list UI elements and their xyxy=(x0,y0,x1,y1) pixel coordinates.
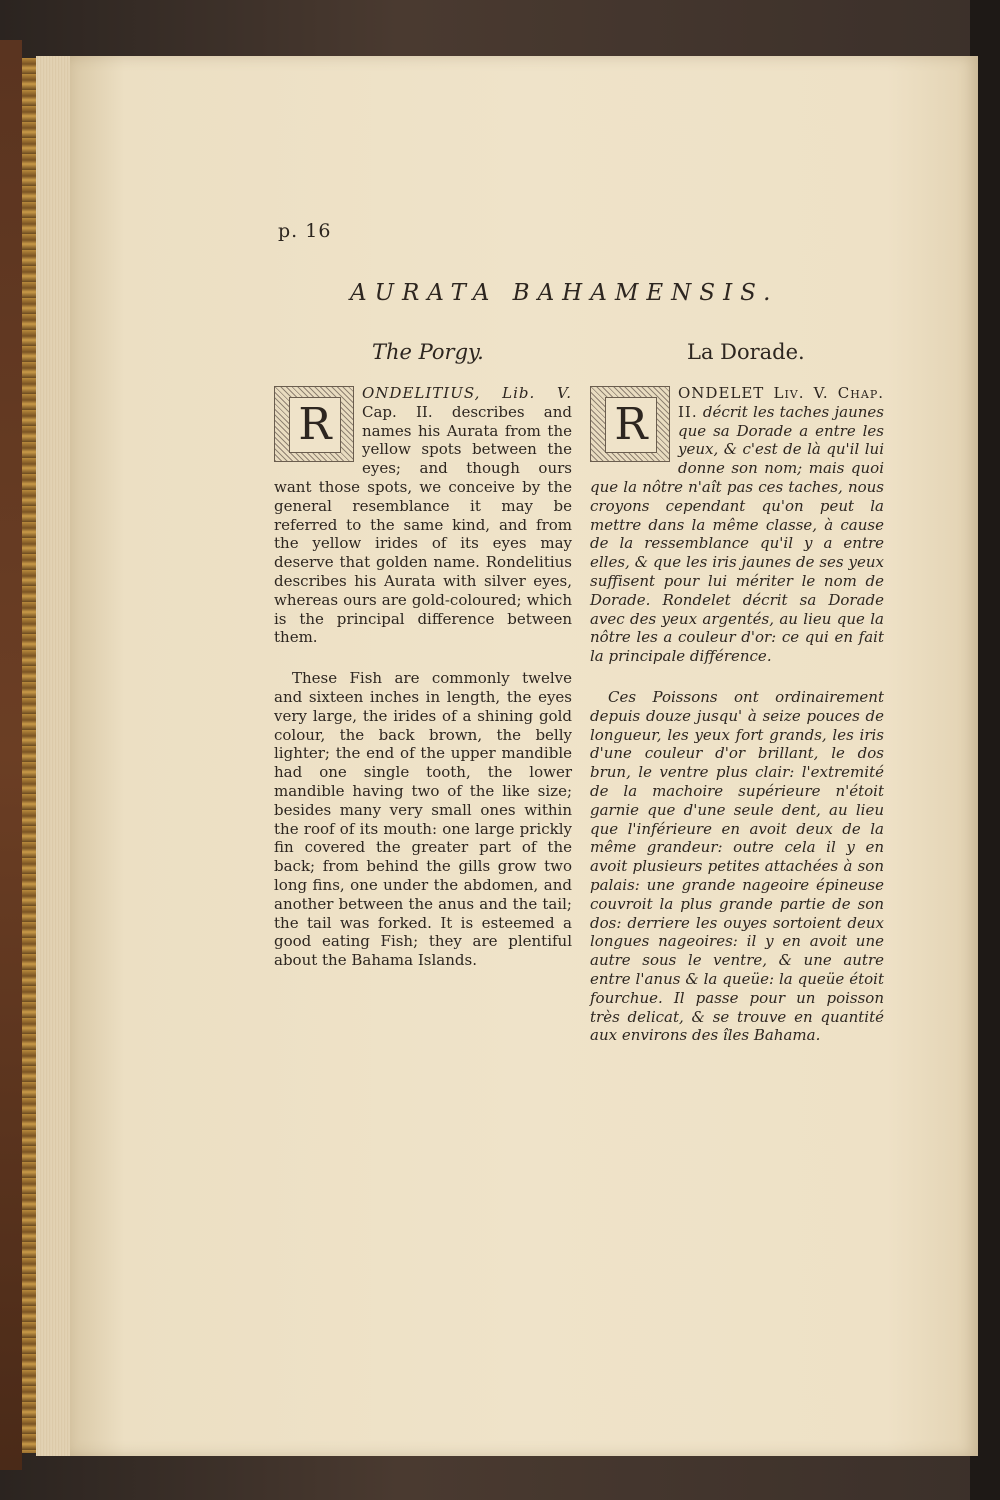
french-heading: La Dorade. xyxy=(687,340,805,364)
ornamental-dropcap xyxy=(274,386,354,462)
book-page xyxy=(70,56,978,1456)
french-column xyxy=(590,384,884,1045)
english-body-1: Cap. II. describes and names his Aurata from the yellow spots between the eyes; and though ours want those spots, we conceive by the general resemblance it may be referred to the same kind, and from the yellow irides of its eyes may deserve that golden name. Rondelitius describes his Aurata with silver eyes, whereas ours are gold-coloured; which is the principal difference between them. xyxy=(274,402,572,647)
ornamental-dropcap xyxy=(590,386,670,462)
french-paragraph-1 xyxy=(590,384,884,666)
page-stack-edge xyxy=(36,56,73,1456)
french-paragraph-2: Ces Poissons ont ordinairement depuis douze jusqu' à seize pouces de longueur, les yeux fort grands, les iris d'une couleur d'or brillant, le dos brun, le ventre plus clair: l'extremité de la machoire supérieure n'étoit garnie que d'une seule dent, au lieu que l'inférieure en avoit deux de la même grandeur: outre cela il y en avoit plusieurs petites attachées à son palais: une grande nageoire épineuse couvroit la plus grande partie de son dos: derriere les ouyes sortoient deux longues nageoires: il y en avoit une autre sous le ventre, & une autre entre l'anus & la queüe: la queüe étoit fourchue. Il passe pour un poisson très delicat, & se trouve en quantité aux environs des îles Bahama. xyxy=(590,687,884,1045)
french-lead: ONDELET Liv. V. Chap. II. xyxy=(678,384,884,421)
english-lead: ONDELITIUS, Lib. V. xyxy=(362,384,572,402)
dropcap-letter: R xyxy=(605,397,657,453)
english-column xyxy=(274,384,572,970)
english-paragraph-2: These Fish are commonly twelve and sixteen inches in length, the eyes very large, the irides of a shining gold colour, the back brown, the belly lighter; the end of the upper mandible had one single tooth, the lower mandible having two of the like size; besides many very small ones within the roof of its mouth: one large prickly fin covered the greater part of the back; from behind the gills grow two long fins, one under the abdomen, and another between the anus and the tail; the tail was forked. It is esteemed a good eating Fish; they are plentiful about the Bahama Islands. xyxy=(274,669,572,970)
page-title: AURATA BAHAMENSIS. xyxy=(350,280,779,306)
english-paragraph-1 xyxy=(274,384,572,647)
book-spine xyxy=(0,40,22,1470)
french-body-1: décrit les taches jaunes que sa Dorade a entre les yeux, & c'est de là qu'il lui donne son nom; mais quoi que la nôtre n'aît pas ces taches, nous croyons cependant qu'on peut la mettre dans la même classe, à cause de la ressemblance qu'il y a entre elles, & que les iris jaunes de ses yeux suffisent pour lui mériter le nom de Dorade. Rondelet décrit sa Dorade avec des yeux argentés, au lieu que la nôtre les a couleur d'or: ce qui en fait la principale différence. xyxy=(590,402,884,666)
page-number: p. 16 xyxy=(278,220,332,242)
dropcap-letter: R xyxy=(289,397,341,453)
english-heading: The Porgy. xyxy=(372,340,484,364)
